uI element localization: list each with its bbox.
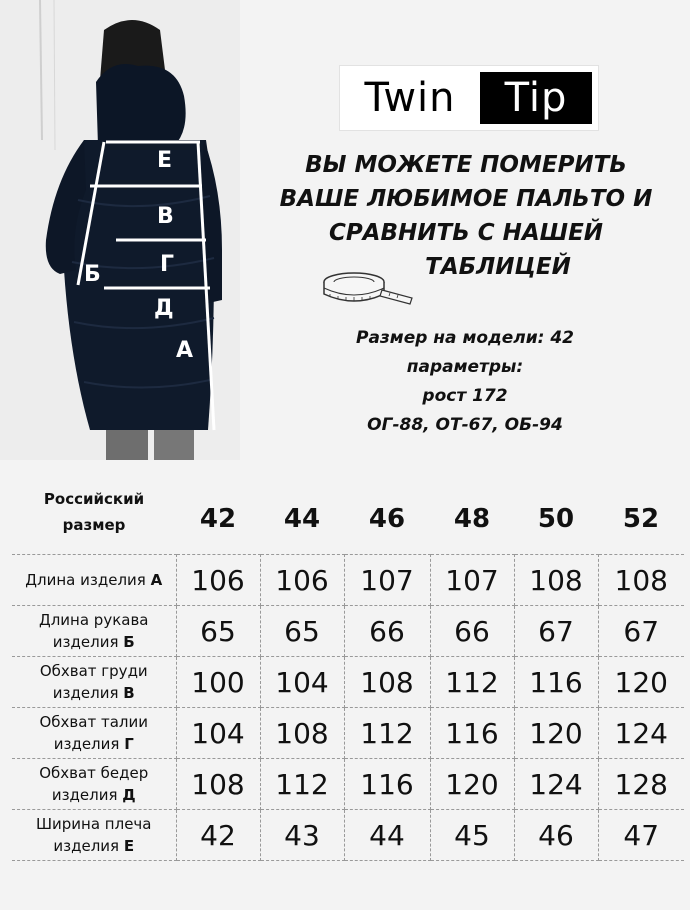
table-cell: 116 bbox=[514, 657, 598, 708]
table-cell: 44 bbox=[344, 810, 430, 861]
marker-e: Е bbox=[157, 148, 173, 173]
row-label-text: Обхват талии изделия bbox=[39, 713, 148, 753]
model-measurements: ОГ-88, ОТ-67, ОБ-94 bbox=[367, 415, 563, 435]
row-letter: Е bbox=[123, 837, 135, 855]
measuring-tape-icon bbox=[316, 268, 416, 308]
table-cell: 100 bbox=[176, 657, 260, 708]
size-header-label bbox=[12, 470, 176, 555]
table-cell: 116 bbox=[430, 708, 514, 759]
table-cell: 112 bbox=[430, 657, 514, 708]
size-header: 42 bbox=[199, 504, 237, 534]
table-cell: 104 bbox=[260, 657, 344, 708]
size-header-label-line: размер bbox=[62, 516, 126, 534]
model-height: рост 172 bbox=[422, 386, 508, 406]
table-cell: 47 bbox=[598, 810, 684, 861]
table-cell: 120 bbox=[430, 759, 514, 810]
table-cell: 120 bbox=[598, 657, 684, 708]
brand-logo bbox=[340, 66, 598, 130]
table-cell: 104 bbox=[176, 708, 260, 759]
headline bbox=[276, 148, 656, 284]
table-row bbox=[12, 657, 684, 708]
table-cell: 106 bbox=[260, 555, 344, 606]
table-cell: 106 bbox=[176, 555, 260, 606]
model-size: Размер на модели: 42 bbox=[355, 328, 575, 348]
table-cell: 66 bbox=[344, 606, 430, 657]
coat-photo bbox=[0, 0, 240, 460]
table-row bbox=[12, 810, 684, 861]
headline-line: ВЫ МОЖЕТЕ ПОМЕРИТЬ bbox=[305, 152, 627, 178]
table-cell: 116 bbox=[344, 759, 430, 810]
size-table bbox=[12, 470, 684, 861]
row-letter: А bbox=[150, 571, 163, 589]
table-row bbox=[12, 708, 684, 759]
row-label bbox=[12, 657, 176, 708]
table-row bbox=[12, 555, 684, 606]
table-cell: 124 bbox=[598, 708, 684, 759]
table-cell: 108 bbox=[260, 708, 344, 759]
table-cell: 66 bbox=[430, 606, 514, 657]
table-cell: 107 bbox=[344, 555, 430, 606]
table-cell: 108 bbox=[514, 555, 598, 606]
row-label-text: Обхват груди изделия bbox=[39, 662, 148, 702]
row-label-text: Длина изделия bbox=[25, 571, 146, 589]
model-info bbox=[290, 324, 640, 440]
table-cell: 42 bbox=[176, 810, 260, 861]
row-letter: В bbox=[123, 684, 135, 702]
table-cell: 108 bbox=[344, 657, 430, 708]
headline-line: ВАШЕ ЛЮБИМОЕ ПАЛЬТО И bbox=[279, 186, 653, 212]
row-letter: Г bbox=[124, 735, 134, 753]
table-cell: 43 bbox=[260, 810, 344, 861]
row-label bbox=[12, 606, 176, 657]
table-cell: 65 bbox=[260, 606, 344, 657]
brand-word-right: Tip bbox=[480, 72, 592, 124]
headline-line: ТАБЛИЦЕЙ bbox=[425, 254, 571, 280]
table-cell: 124 bbox=[514, 759, 598, 810]
marker-d: Д bbox=[154, 296, 174, 321]
marker-a: А bbox=[176, 338, 194, 363]
row-label bbox=[12, 708, 176, 759]
table-cell: 46 bbox=[514, 810, 598, 861]
row-label bbox=[12, 555, 176, 606]
table-cell: 112 bbox=[260, 759, 344, 810]
table-cell: 108 bbox=[598, 555, 684, 606]
size-header: 50 bbox=[537, 504, 575, 534]
headline-line: СРАВНИТЬ С НАШЕЙ bbox=[328, 220, 604, 246]
marker-g: Г bbox=[160, 252, 175, 277]
row-label-text: Длина рукава изделия bbox=[38, 611, 149, 651]
row-label bbox=[12, 759, 176, 810]
table-row bbox=[12, 759, 684, 810]
table-cell: 120 bbox=[514, 708, 598, 759]
table-cell: 108 bbox=[176, 759, 260, 810]
size-header-label-line: Российский bbox=[43, 490, 145, 508]
size-header: 44 bbox=[283, 504, 321, 534]
table-cell: 65 bbox=[176, 606, 260, 657]
model-params-label: параметры: bbox=[406, 357, 524, 377]
size-header: 46 bbox=[368, 504, 406, 534]
table-cell: 67 bbox=[598, 606, 684, 657]
brand-word-left: Twin bbox=[364, 75, 456, 121]
table-cell: 107 bbox=[430, 555, 514, 606]
size-header: 48 bbox=[453, 504, 491, 534]
marker-v: В bbox=[157, 204, 174, 229]
row-letter: Д bbox=[122, 786, 136, 804]
table-row bbox=[12, 606, 684, 657]
size-header: 52 bbox=[622, 504, 660, 534]
table-cell: 112 bbox=[344, 708, 430, 759]
table-cell: 45 bbox=[430, 810, 514, 861]
marker-b: Б bbox=[84, 262, 101, 287]
row-letter: Б bbox=[123, 633, 135, 651]
table-cell: 67 bbox=[514, 606, 598, 657]
row-label-text: Ширина плеча изделия bbox=[35, 815, 152, 855]
row-label-text: Обхват бедер изделия bbox=[39, 764, 149, 804]
table-cell: 128 bbox=[598, 759, 684, 810]
row-label bbox=[12, 810, 176, 861]
size-header-row bbox=[12, 470, 684, 555]
